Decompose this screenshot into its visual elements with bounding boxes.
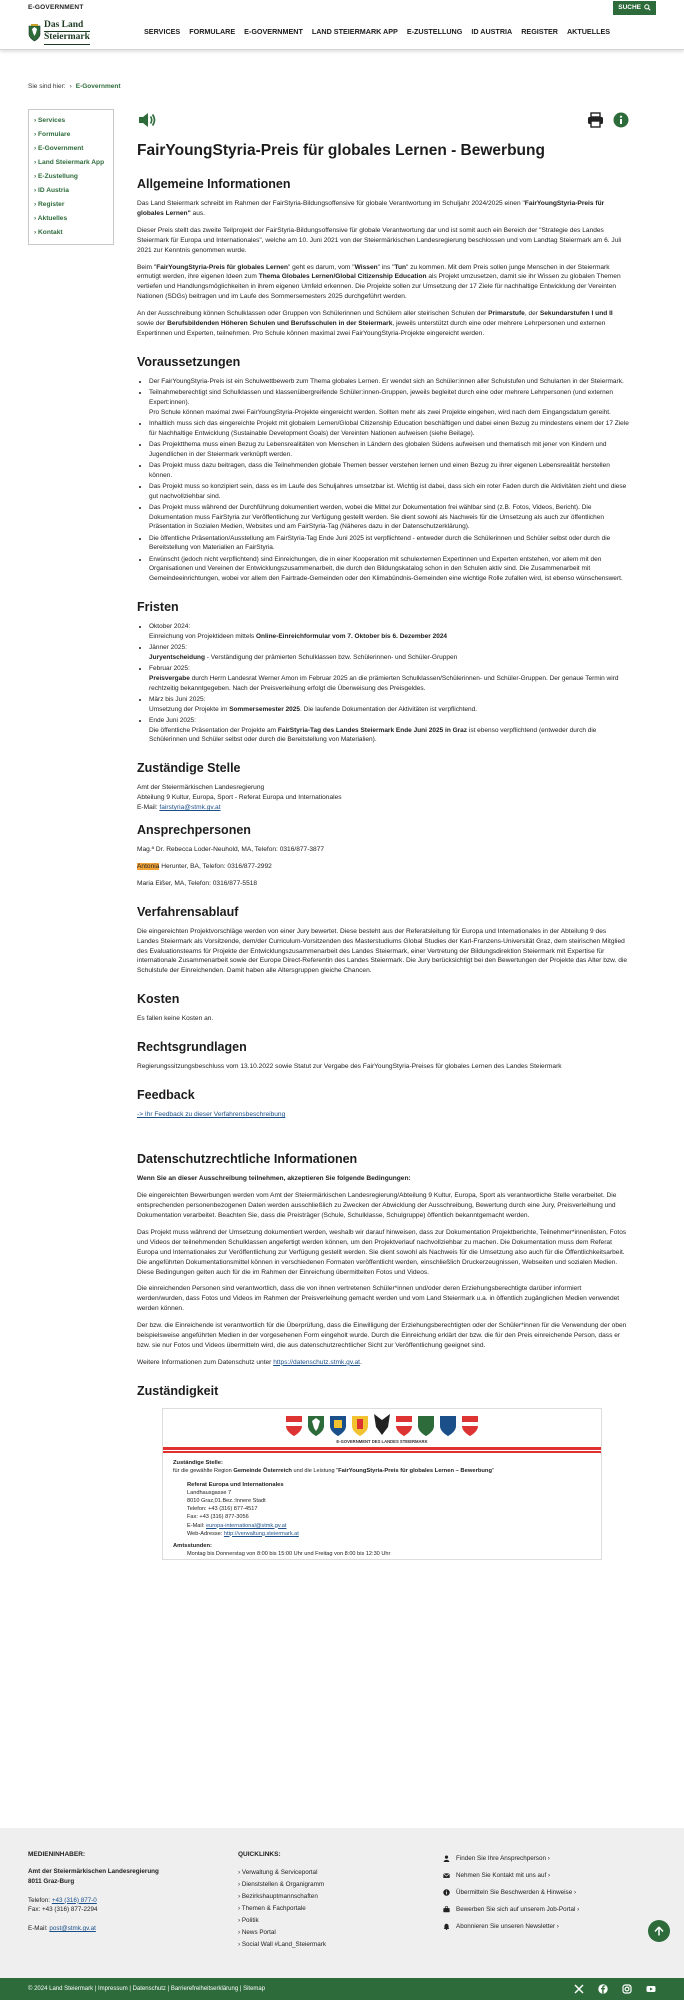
- office-web-link[interactable]: http://verwaltung.steiermark.at: [223, 1530, 299, 1537]
- service-link-jobs[interactable]: Bewerben Sie sich auf unserem Job-Portal ›: [443, 1901, 656, 1918]
- paragraph: Die einreichenden Personen sind verantwortlich, dass die von ihnen vertretenen Schüler*innen und/oder deren Erziehungsberechtigte darüber informiert werden/wurden, dass Fotos und Videos im Rahmen der Preisverleihung gemacht werden und vom Land Steiermark u.a. in öffentlich zugänglichen Medien verwendet werden können.: [137, 1285, 620, 1313]
- section-heading: Ansprechpersonen: [137, 822, 251, 837]
- footer-owner: MEDIENINHABER: Amt der Steiermärkischen Landesregierung 8011 Graz-Burg Telefon: +43 (316) 877-0 Fax: +43 (316) 877-2294 E-Mail: post@stmk.gv.at: [28, 1850, 238, 1978]
- crest-icon: [28, 24, 41, 42]
- office-email-link[interactable]: europa-international@stmk.gv.at: [205, 1522, 287, 1529]
- main-nav: [144, 27, 610, 37]
- zustaendigkeit-frame: [162, 1408, 602, 1560]
- contact-person: Mag.ª Dr. Rebecca Loder-Neuhold, MA, Telefon: 0316/877-3877: [137, 846, 325, 853]
- banner-subtitle: E-GOVERNMENT DES LANDES STEIERMARK: [336, 1438, 428, 1444]
- section-heading: Zuständigkeit: [137, 1383, 219, 1398]
- site-footer: [0, 1828, 684, 1978]
- site-logo[interactable]: [28, 21, 114, 45]
- main-content: [137, 109, 629, 1559]
- office-hours-label: Amtsstunden:: [173, 1542, 212, 1549]
- nav-e-government[interactable]: E-GOVERNMENT: [244, 27, 303, 37]
- person-icon: [443, 1855, 450, 1862]
- envelope-icon: [443, 1872, 450, 1879]
- sidenav-item-app[interactable]: › Land Steiermark App: [34, 156, 108, 170]
- footer-email-link[interactable]: post@stmk.gv.at: [49, 1925, 96, 1933]
- section-feedback: [137, 1086, 629, 1120]
- quicklink-item[interactable]: › Verwaltung & Serviceportal: [238, 1867, 443, 1879]
- arrow-up-icon: [654, 1926, 664, 1936]
- instagram-icon[interactable]: [622, 1984, 632, 1994]
- paragraph: Es fallen keine Kosten an.: [137, 1015, 214, 1023]
- search-label: SUCHE: [618, 4, 641, 12]
- speaker-icon[interactable]: [137, 111, 157, 129]
- breadcrumb-separator: ›: [69, 83, 72, 90]
- contact-person: Maria Eißer, MA, Telefon: 0316/877-5518: [137, 879, 258, 887]
- list-item: • März bis Juni 2025: Umsetzung der Projekte im Sommersemester 2025. Die laufende Dokumentation der Aktivitäten ist verpflichtend.: [149, 695, 629, 715]
- section-fristen: [137, 598, 629, 745]
- sidenav-item-kontakt[interactable]: › Kontakt: [34, 226, 108, 240]
- bell-icon: [443, 1923, 450, 1930]
- footer-services: [443, 1850, 656, 1978]
- zustaendigkeit-details: Zuständige Stelle: für die gewählte Region Gemeinde Österreich und die Leistung "FairYoungStyria-Preis für globales Lernen – Bewerbung" Referat Europa und Internationales Landhausgasse 7 8010 Graz,01.Bez.:Innere Stadt Telefon: +43 (316) 877-4517 Fax: +43 (316) 877-3056 E-Mail: europa-international@stmk.gv.at Web-Adresse: http://verwaltung.steiermark.at Amtsstunden: Montag bis Donnerstag von 8:00 bis 15:00 Uhr und Freitag von 8:00 bis 12:30 Uhr: [163, 1453, 601, 1560]
- list-item: • Erwünscht (jedoch nicht verpflichtend) sind Einreichungen, die in einer Kooperation mit schulexternen Expertinnen und Experten entstehen, vor allem mit den Organisationen und Vereinen der Entwicklungszusammenarbeit, die durch den Bildungskatalog schon in den Schulen aktiv sind. Die Zusammenarbeit mit Gemeindeeinrichtungen, wobei vor allem den Fairtrade-Gemeinden oder den Klimabündnis-Gemeinden eine wichtige Rolle zufallen wird, ist ebenso wünschenswert.: [149, 555, 629, 584]
- paragraph: Wenn Sie an dieser Ausschreibung teilnehmen, akzeptieren Sie folgende Bedingungen:: [137, 1175, 411, 1183]
- list-item: • Der FairYoungStyria-Preis ist ein Schulwettbewerb zum Thema globales Lernen. Er wendet sich an Schüler:innen aller Schulstufen und Schularten in der Steiermark.: [149, 377, 629, 387]
- section-heading: Verfahrensablauf: [137, 904, 239, 919]
- social-links: [574, 1984, 656, 1994]
- list-item: • Inhaltlich muss sich das eingereichte Projekt mit globalem Lernen/Global Citizenship Education beschäftigen und dabei einen Bezug zu mindestens einem der 17 Ziele für Nachhaltige Entwicklung (Sustainable Development Goals) der Vereinten Nationen aufweisen (siehe Beilage).: [149, 419, 629, 439]
- paragraph: [137, 1110, 629, 1120]
- list-item: • Jänner 2025: Juryentscheidung - Verständigung der prämierten Schulklassen bzw. Schülerinnen- und Schüler-Gruppen: [149, 643, 629, 663]
- side-nav: [28, 109, 114, 245]
- section-heading: Datenschutzrechtliche Informationen: [137, 1152, 358, 1167]
- sidenav-item-e-government[interactable]: › E-Government: [34, 142, 108, 156]
- zustaendig-label: Zuständige Stelle:: [173, 1459, 223, 1466]
- sidenav-item-formulare[interactable]: › Formulare: [34, 128, 108, 142]
- section-heading: Fristen: [137, 599, 179, 614]
- content-tools: [137, 109, 629, 131]
- quicklink-item[interactable]: › Bezirkshauptmannschaften: [238, 1891, 443, 1903]
- section-allgemein: [137, 175, 629, 339]
- paragraph: An der Ausschreibung können Schulklassen oder Gruppen von Schülerinnen und Schülern aller steirischen Schulen der Primarstufe, der Sekundarstufen I und II sowie der Berufsbildenden Höheren Schulen und Berufsschulen in der Steiermark, jeweils unterstützt durch eine oder mehrere Lehrpersonen und externen Expertinnen und Experten, teilnehmen. Pro Schule können maximal zwei FairYoungStyria-Projekte eingereicht werden.: [137, 310, 613, 337]
- section-datenschutz: [137, 1150, 629, 1367]
- sidenav-item-register[interactable]: › Register: [34, 198, 108, 212]
- service-link-newsletter[interactable]: Abonnieren Sie unseren Newsletter ›: [443, 1918, 656, 1935]
- coat-of-arms-banner-icon: [282, 1413, 482, 1439]
- office-hours: Montag bis Donnerstag von 8:00 bis 15:00 Uhr und Freitag von 8:00 bis 12:30 Uhr: [187, 1551, 391, 1558]
- section-heading: Zuständige Stelle: [137, 761, 241, 776]
- office-name: Referat Europa und Internationales: [187, 1481, 284, 1488]
- section-heading: Feedback: [137, 1088, 195, 1103]
- list-item: • Teilnahmeberechtigt sind Schulklassen und klassenübergreifende Schüler:innen-Gruppen, jeweils begleitet durch eine oder mehrere Lehrpersonen (und externen Expert:innen). Pro Schule können maximal zwei FairYoungStyria-Projekte eingereicht werden. Sollten mehr als zwei Projekte eingehen, wird nach dem Eingangsdatum gereiht.: [149, 388, 629, 417]
- section-heading: Voraussetzungen: [137, 354, 241, 369]
- facebook-icon[interactable]: [598, 1984, 608, 1994]
- search-highlight: Antonia: [137, 862, 160, 870]
- paragraph: Weitere Informationen zum Datenschutz unter https://datenschutz.stmk.gv.at.: [137, 1358, 362, 1366]
- breadcrumb-current[interactable]: E-Government: [75, 83, 121, 90]
- list-item: • Oktober 2024: Einreichung von Projektideen mittels Online-Einreichformular vom 7. Oktober bis 6. Dezember 2024: [149, 622, 629, 642]
- list-item: • Das Projektthema muss einen Bezug zu Lebensrealitäten von Menschen in Ländern des globalen Südens aufweisen und thematisch mit jener von Kindern und Jugendlichen in der Steiermark verknüpft werden.: [149, 440, 629, 460]
- tool-buttons: [587, 112, 629, 128]
- breadcrumb: [0, 82, 684, 91]
- email-link[interactable]: fairstyria@stmk.gv.at: [159, 803, 221, 811]
- page-layout: [0, 109, 684, 1559]
- info-icon[interactable]: [613, 112, 629, 128]
- search-button[interactable]: [613, 1, 656, 14]
- nav-aktuelles[interactable]: AKTUELLES: [566, 27, 611, 37]
- list-item: • Das Projekt muss so konzipiert sein, dass es im Laufe des Schuljahres umsetzbar ist. Wichtig ist dabei, dass sich ein roter Faden durch die Aktivitäten zieht und diese gut nachvollziehbar sind.: [149, 482, 629, 502]
- list-item: • Das Projekt muss während der Durchführung dokumentiert werden, wobei die Mittel zur Dokumentation frei wählbar sind (z.B. Fotos, Videos, Bericht). Die Dokumentation muss FairStyria zur Veröffentlichung zur Verfügung gestellt werden. Sie dient sowohl als Nachweis für die Umsetzung als auch zur öffentlichen Präsentation in Sozialen Medien, Websites und am FairStyria-Tag (Näheres dazu in der Datenschutzerklärung).: [149, 503, 629, 532]
- paragraph: Das Land Steiermark schreibt im Rahmen der FairStyria-Bildungsoffensive für globale Verantwortung im Schuljahr 2024/2025 einen "FairYoungStyria-Preis für globales Lernen" aus.: [137, 200, 605, 218]
- section-voraussetzungen: [137, 353, 629, 584]
- nav-land-steiermark-app[interactable]: LAND STEIERMARK APP: [311, 27, 398, 37]
- footer-heading: MEDIENINHABER:: [28, 1851, 86, 1858]
- feedback-link[interactable]: -> Ihr Feedback zu dieser Verfahrensbeschreibung: [137, 1111, 286, 1119]
- service-link-contact[interactable]: Nehmen Sie Kontakt mit uns auf ›: [443, 1867, 656, 1884]
- site-header: [0, 16, 684, 50]
- youtube-icon[interactable]: [646, 1984, 656, 1994]
- quicklink-item[interactable]: › Politik: [238, 1915, 443, 1927]
- section-heading: Allgemeine Informationen: [137, 177, 291, 192]
- search-icon: [644, 4, 651, 11]
- privacy-link[interactable]: https://datenschutz.stmk.gv.at: [273, 1358, 360, 1366]
- paragraph: Die eingereichten Projektvorschläge werden von einer Jury bewertet. Diese besteht aus der Referatsleitung für Europa und Internationales in der Abteilung 9 des Landes Steiermark als Vorsitzende, dem/der Curriculum-Vorsitzenden des Masterstudiums Global Studies der Karl-Franzens-Universität Graz, dem steirischen Mitglied des Evaluationsteams für Projekte der Entwicklungszusammenarbeit des Landes Steiermark, einer Vertretung der Bildungsdirektion Steiermark mit Expertise für internationale Zusammenarbeit sowie der Europe Direct-Referentin des Landes Steiermark. Die Jury berücksichtigt bei den Bewertungen der Projekte das Alter bzw. die Schulstufe der Einreichenden. Damit haben alle Altersgruppen gleiche Chancen.: [137, 927, 628, 975]
- nav-id-austria[interactable]: ID AUSTRIA: [471, 27, 513, 37]
- section-zustaendigkeit: [137, 1382, 629, 1560]
- section-kosten: [137, 990, 629, 1024]
- section-zustaendige-stelle: [137, 759, 629, 813]
- nav-e-zustellung[interactable]: E-ZUSTELLUNG: [406, 27, 463, 37]
- paragraph: Amt der Steiermärkischen Landesregierung Abteilung 9 Kultur, Europa, Sport - Referat Europa und Internationales E-Mail: fairstyria@stmk.gv.at: [137, 784, 342, 811]
- paragraph: Beim "FairYoungStyria-Preis für globales Lernen" geht es darum, vom "Wissen" ins "Tun" zu kommen. Mit dem Preis sollen junge Menschen in der Steiermark ermutigt werden, ihre eigenen Ideen zum Thema Globales Lernen/Global Citizenship Education als Projekt umzusetzen, damit sie ihr Wissen zu globalen Themen vertiefen und Handlungsmöglichkeiten in ihrem eigenen Umfeld erkennen. Die Projekte sollen zur Umsetzung der 17 Ziele für nachhaltige Entwicklung der Vereinten Nationen (SDGs) beitragen und im Laufe des Sommersemesters 2025 durchgeführt werden.: [137, 263, 621, 301]
- print-icon[interactable]: [587, 112, 604, 128]
- quicklink-item[interactable]: › Themen & Fachportale: [238, 1903, 443, 1915]
- deadline-list: [137, 622, 629, 745]
- section-ansprechpersonen: [137, 821, 629, 889]
- list-item: • Februar 2025: Preisvergabe durch Herrn Landesrat Werner Amon im Februar 2025 an die prämierten Schulklassen/Schülerinnen- und Schüler-Gruppen. Der genaue Termin wird rechtzeitig bekanntgegeben. Nach der Preisverleihung erfolgt die Überweisung des Preisgeldes.: [149, 664, 629, 693]
- list-item: • Das Projekt muss dazu beitragen, dass die Teilnehmenden globale Themen besser verstehen lernen und einen Bezug zu ihrer eigenen Lebensrealität herstellen können.: [149, 461, 629, 481]
- service-link-contact-person[interactable]: Finden Sie Ihre Ansprechperson ›: [443, 1850, 656, 1867]
- paragraph: Regierungssitzungsbeschluss vom 13.10.2022 sowie Statut zur Vergabe des FairYoungStyria-Preises für globales Lernen des Landes Steiermark: [137, 1063, 562, 1071]
- x-icon[interactable]: [574, 1984, 584, 1994]
- egov-label[interactable]: E-GOVERNMENT: [28, 4, 84, 12]
- nav-services[interactable]: SERVICES: [144, 27, 181, 37]
- info-icon: [443, 1889, 450, 1896]
- section-heading: Rechtsgrundlagen: [137, 1040, 247, 1055]
- banner-stripe: [163, 1447, 601, 1450]
- list-item: • Die öffentliche Präsentation/Ausstellung am FairStyria-Tag Ende Juni 2025 ist verpflichtend - entweder durch die Schülerinnen und Schüler selbst oder durch die Bereitstellung von Materialien an FairStyria.: [149, 534, 629, 554]
- service-link-complaints[interactable]: Übermitteln Sie Beschwerden & Hinweise ›: [443, 1884, 656, 1901]
- footer-phone-link[interactable]: +43 (316) 877-0: [51, 1896, 97, 1904]
- section-heading: Kosten: [137, 992, 180, 1007]
- sidenav-item-e-zustellung[interactable]: › E-Zustellung: [34, 170, 108, 184]
- nav-register[interactable]: REGISTER: [521, 27, 558, 37]
- section-rechtsgrundlagen: [137, 1038, 629, 1072]
- quicklink-item[interactable]: › Dienststellen & Organigramm: [238, 1879, 443, 1891]
- page-title: FairYoungStyria-Preis für globales Lernen - Bewerbung: [137, 142, 545, 160]
- paragraph: Das Projekt muss während der Umsetzung dokumentiert werden, weshalb wir darauf hinweisen, dass zur Dokumentation Projektberichte, Teilnehmer*innenlisten, Fotos und Videos der teilnehmenden Schulklassen angefertigt werden können, um den Projektverlauf nachvollziehbar zu machen. Die Dokumentation muss dem Referat Europa und Internationales zur Veröffentlichung zur Verfügung gestellt werden. Sie dient sowohl als Nachweis für die Umsetzung also auch für die Öffentlichkeitsarbeit. Die angeführten Dokumentationsmittel können in verschiedenen Formaten veröffentlicht werden, einschließlich Druckerzeugnissen, Webseiten und sozialen Medien. Diese Bedingungen gelten auch für die im Rahmen der Einreichung übermittelten Fotos und Videos.: [137, 1228, 627, 1276]
- bottom-bar: [0, 1978, 684, 2000]
- sidenav-item-services[interactable]: › Services: [34, 114, 108, 128]
- sidenav-item-id-austria[interactable]: › ID Austria: [34, 184, 108, 198]
- footer-quicklinks: [238, 1850, 443, 1978]
- requirements-list: [137, 377, 629, 584]
- section-verfahrensablauf: [137, 903, 629, 977]
- briefcase-icon: [443, 1906, 450, 1913]
- legal-links[interactable]: © 2024 Land Steiermark | Impressum | Datenschutz | Barrierefreiheitserklärung | Sitemap: [28, 1985, 266, 1992]
- municipal-banner: [163, 1409, 601, 1439]
- nav-formulare[interactable]: FORMULARE: [189, 27, 236, 37]
- paragraph: Der bzw. die Einreichende ist verantwortlich für die Überprüfung, dass die Einwilligung der Erziehungsberechtigten oder der Schüler*innen für die Verwendung der oben beispielsweise angeführten Medien in der vorgesehenen Form eingeholt wurde. Durch die Einreichung erklärt der bzw. die für den Preis einreichende Person, dass er bzw. sie nur Fotos und Videos übermitteln wird, die aus datenschutzrechtlicher Sicht zur Veröffentlichung geeignet sind.: [137, 1322, 627, 1349]
- quicklink-item[interactable]: › News Portal: [238, 1927, 443, 1939]
- top-bar: [0, 0, 684, 16]
- quicklink-item[interactable]: › Social Wall #Land_Steiermark: [238, 1939, 443, 1951]
- back-to-top-button[interactable]: [648, 1920, 670, 1942]
- logo-wordmark: Das Land Steiermark: [44, 21, 90, 45]
- paragraph: Dieser Preis stellt das zweite Teilprojekt der FairStyria-Bildungsoffensive für globale Verantwortung dar und ist somit auch ein Bereich der "Strategie des Landes Steiermark für Europa und Internationales", welche am 10. Juni 2021 von der Steiermärkischen Landesregierung beschlossen und vom Landtag Steiermark am 6. Juli 2021 zur Kenntnis genommen wurde.: [137, 226, 622, 254]
- list-item: • Ende Juni 2025: Die öffentliche Präsentation der Projekte am FairStyria-Tag des Landes Steiermark Ende Juni 2025 in Graz ist ebenso verpflichtend (entweder durch die Schülerinnen und Schüler selbst oder durch die Bereitstellung von Materialien).: [149, 716, 629, 745]
- paragraph: Die eingereichten Bewerbungen werden vom Amt der Steiermärkischen Landesregierung/Abteilung 9 Kultur, Europa, Sport als verantwortliche Stelle verarbeitet. Die entsprechenden personenbezogenen Daten werden ausschließlich zu Zwecken der Abwicklung der Ausschreibung, Bewertung durch eine Jury, Preisverleihung und Dokumentation verarbeitet. Beachten Sie, dass die Preisträger (Schule, Schulklasse, Schulgruppe) öffentlich bekanntgemacht werden.: [137, 1192, 617, 1220]
- footer-heading: QUICKLINKS:: [238, 1851, 281, 1858]
- contact-person: Antonia Herunter, BA, Telefon: 0316/877-2992: [137, 862, 272, 870]
- sidenav-item-aktuelles[interactable]: › Aktuelles: [34, 212, 108, 226]
- breadcrumb-prefix: Sie sind hier:: [28, 83, 66, 90]
